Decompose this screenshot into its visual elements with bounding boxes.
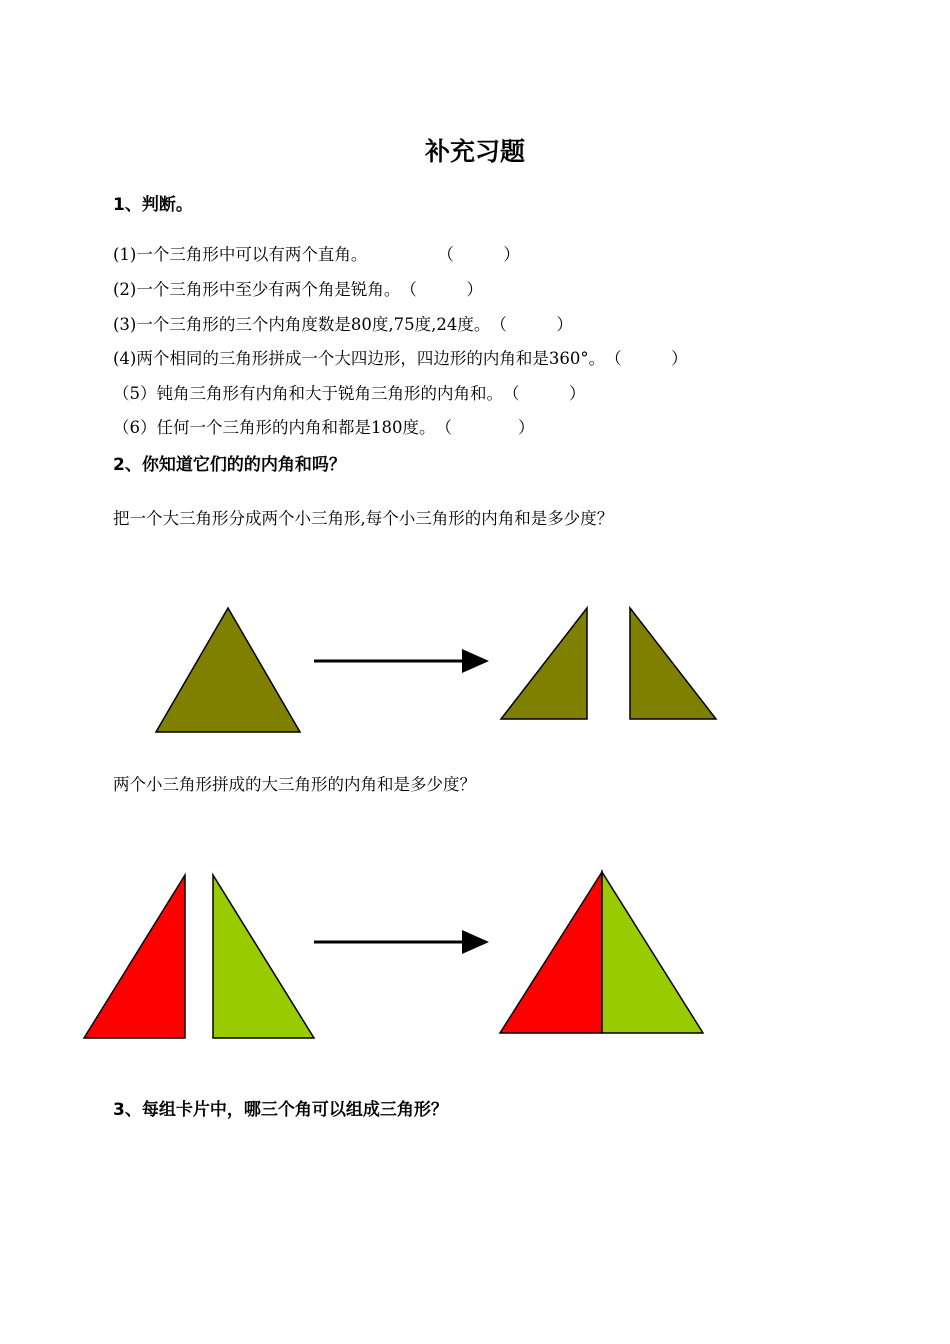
right-olive-half-triangle xyxy=(630,608,716,719)
judge-item-text: (1)一个三角形中可以有两个直角。 xyxy=(113,245,368,264)
question-combine: 两个小三角形拼成的大三角形的内角和是多少度？ xyxy=(113,775,476,794)
judge-item-text: (3)一个三角形的三个内角度数是80度,75度,24度。 xyxy=(113,315,491,334)
judge-item-2 xyxy=(113,276,483,300)
judge-item-text: （5）钝角三角形有内角和大于锐角三角形的内角和。 xyxy=(113,384,503,403)
judge-item-1 xyxy=(113,241,520,265)
combined-green-part xyxy=(602,872,703,1033)
answer-blank[interactable]: （ ） xyxy=(400,280,483,299)
answer-blank[interactable]: （ ） xyxy=(437,245,520,264)
judge-item-6 xyxy=(113,414,535,438)
combine-triangle-figure xyxy=(0,865,950,1045)
answer-blank[interactable]: （ ） xyxy=(503,384,586,403)
section1-heading: 1、判断。 xyxy=(113,195,193,215)
section2-heading: 2、你知道它们的的内角和吗？ xyxy=(113,455,346,475)
red-half-triangle xyxy=(84,875,185,1038)
judge-item-4 xyxy=(113,345,688,369)
judge-item-5 xyxy=(113,380,586,404)
combined-red-part xyxy=(500,872,602,1033)
answer-blank[interactable]: （ ） xyxy=(605,349,688,368)
green-half-triangle xyxy=(213,875,314,1038)
left-olive-half-triangle xyxy=(501,608,587,719)
judge-item-text: (4)两个相同的三角形拼成一个大四边形，四边形的内角和是360°。 xyxy=(113,349,606,368)
question-split: 把一个大三角形分成两个小三角形,每个小三角形的内角和是多少度？ xyxy=(113,509,614,528)
judge-item-text: (2)一个三角形中至少有两个角是锐角。 xyxy=(113,280,401,299)
answer-blank[interactable]: （ ） xyxy=(435,418,535,437)
big-olive-triangle xyxy=(156,608,300,732)
page-title: 补充习题 xyxy=(424,137,525,166)
split-triangle-figure xyxy=(0,600,950,760)
answer-blank[interactable]: （ ） xyxy=(490,315,573,334)
section3-heading: 3、每组卡片中，哪三个角可以组成三角形？ xyxy=(113,1100,448,1120)
judge-item-text: （6）任何一个三角形的内角和都是180度。 xyxy=(113,418,436,437)
judge-item-3 xyxy=(113,311,573,335)
